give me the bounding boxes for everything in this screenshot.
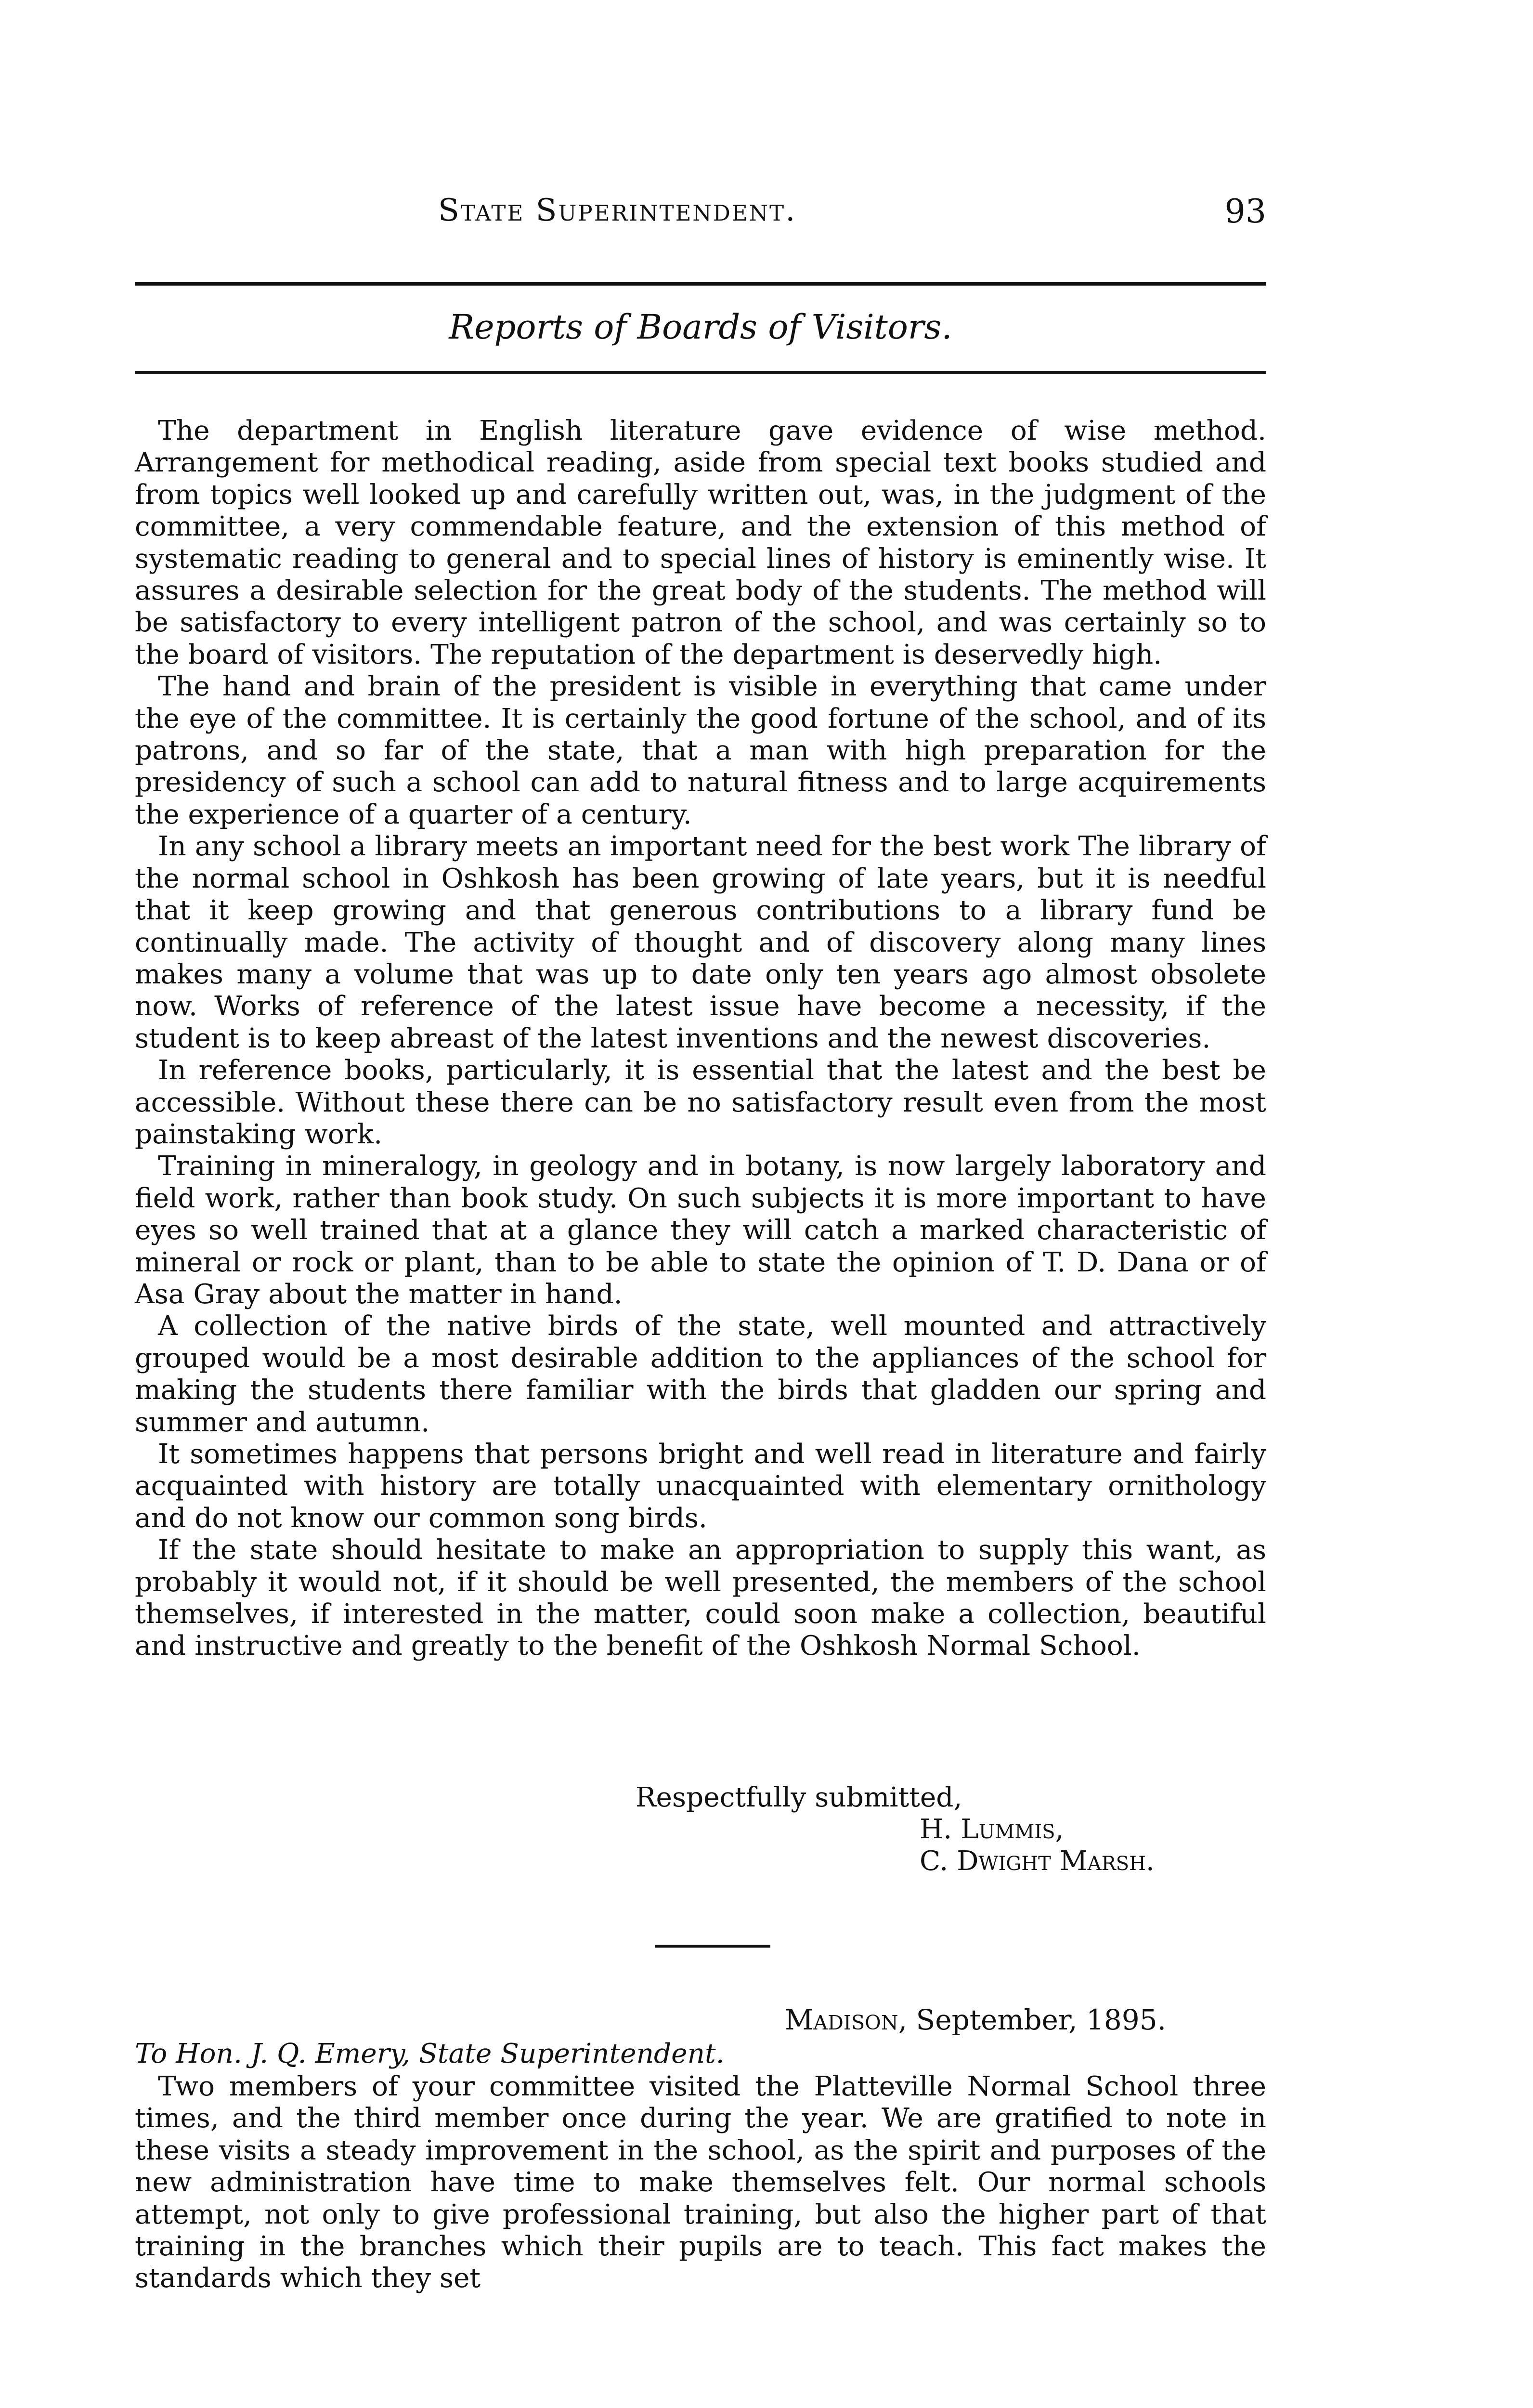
report-body — [135, 415, 1266, 1662]
section-title: Reports of Boards of Visitors. — [449, 307, 952, 347]
dateline-place: Madison — [785, 2003, 898, 2036]
section-divider — [655, 1945, 770, 1948]
paragraph-mineralogy: Training in mineralogy, in geology and in botany, is now largely laboratory and field work, rather than book study. On such subjects it is more important to have eyes so well trained that at a glance they will catch a marked characteristic of mineral or rock or plant, than to be able to state the opinion of T. D. Dana or of Asa Gray about the matter in hand. — [135, 1151, 1266, 1310]
paragraph-president: The hand and brain of the president is visible in everything that came under the eye of the committee. It is certainly the good fortune of the school, and of its patrons, and so far of the state, that a man with high preparation for the presidency of such a school can add to natural fitness and to large acquirements the experience of a quarter of a century. — [135, 671, 1266, 830]
running-title: State Superintendent. — [438, 193, 797, 228]
letter-body — [135, 2071, 1266, 2295]
signoff-closing: Respectfully submitted, — [636, 1782, 962, 1813]
paragraph-library: In any school a library meets an important need for the best work The library of the normal school in Oshkosh has been growing of late years, but it is needful that it keep growing and that generous contributions to a library fund be continually made. The activity of thought and of discovery along many lines makes many a volume that was up to date only ten years ago almost obsolete now. Works of reference of the latest issue have become a necessity, if the student is to keep abreast of the latest inventions and the newest discoveries. — [135, 831, 1266, 1054]
page-number: 93 — [1224, 193, 1266, 231]
dateline — [785, 2003, 1166, 2036]
paragraph-appropriation: If the state should hesitate to make an appropriation to supply this want, as probably it would not, if it should be well presented, the members of the school themselves, if interested in the matter, could soon make a collection, beautiful and instructive and greatly to the benefit of the Oshkosh Normal School. — [135, 1534, 1266, 1662]
running-head — [135, 193, 1266, 246]
paragraph-ornithology: It sometimes happens that persons bright and well read in literature and fairly acquainted with history are totally unacquainted with elementary ornithology and do not know our common song birds. — [135, 1439, 1266, 1534]
header-rule-bottom — [135, 371, 1266, 374]
paragraph-reference-books: In reference books, particularly, it is essential that the latest and the best be accessible. Without these there can be no satisfactory result even from the most painstaking work. — [135, 1055, 1266, 1150]
salutation: To Hon. J. Q. Emery, State Superintendent. — [135, 2038, 725, 2069]
signoff — [135, 1782, 1266, 1902]
paragraph-platteville: Two members of your committee visited the Platteville Normal School three times, and the third member once during the year. We are gratified to note in these visits a steady improvement in the school, as the spirit and purposes of the new administration have time to make themselves felt. Our normal schools attempt, not only to give professional training, but also the higher part of that training in the branches which their pupils are to teach. This fact makes the standards which they set — [135, 2071, 1266, 2294]
header-rule-top — [135, 282, 1266, 286]
paragraph-native-birds: A collection of the native birds of the state, well mounted and attractively grouped would be a most desirable addition to the appliances of the school for making the students there familiar with the birds that gladden our spring and summer and autumn. — [135, 1310, 1266, 1438]
dateline-date: , September, 1895. — [898, 2003, 1167, 2036]
signer-lummis: H. Lummis, — [920, 1814, 1064, 1845]
signer-marsh: C. Dwight Marsh. — [920, 1845, 1155, 1877]
paragraph-english-literature: The department in English literature gave evidence of wise method. Arrangement for methodical reading, aside from special text books studied and from topics well looked up and carefully written out, was, in the judgment of the committee, a very commendable feature, and the extension of this method of systematic reading to general and to special lines of history is eminently wise. It assures a desirable selection for the great body of the students. The method will be satisfactory to every intelligent patron of the school, and was certainly so to the board of visitors. The reputation of the department is deservedly high. — [135, 415, 1266, 670]
